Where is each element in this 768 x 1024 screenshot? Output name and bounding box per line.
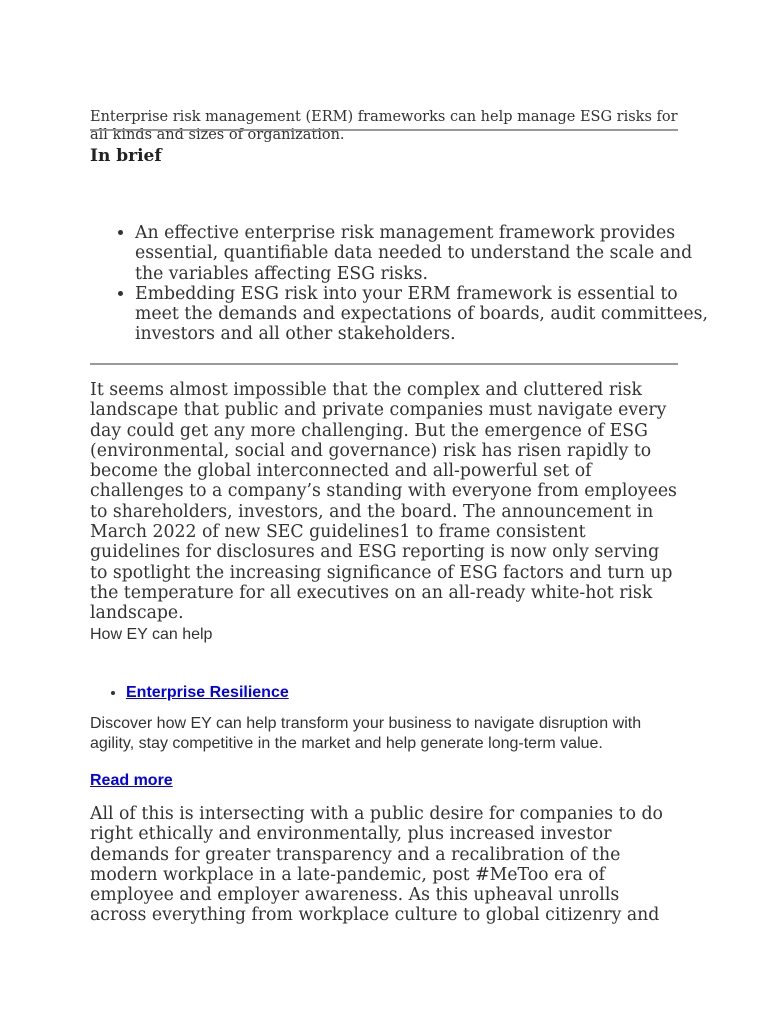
ey-help-heading: How EY can help — [90, 626, 213, 643]
divider-bottom — [90, 363, 678, 365]
in-brief-list — [90, 223, 725, 345]
in-brief-item: • Embedding ESG risk into your ERM framework is essential to meet the demands and expectations of boards, audit committees, investors and all other stakeholders. — [135, 284, 725, 345]
read-more — [90, 772, 173, 790]
body-paragraph: All of this is intersecting with a public desire for companies to do right ethically and environmentally, plus increased investor demands for greater transparency and a recalibration of the modern workplace in a late-pandemic, post #MeToo era of employee and employer awareness. As this upheaval unrolls across everything from workplace culture to global citizenry and — [90, 804, 663, 926]
article-subtitle: Enterprise risk management (ERM) frameworks can help manage ESG risks for all kinds and sizes of organization. — [90, 108, 678, 143]
read-more-link[interactable]: Read more — [90, 772, 173, 789]
divider-top — [90, 129, 678, 131]
enterprise-resilience-link[interactable]: Enterprise Resilience — [126, 684, 289, 701]
in-brief-item: • An effective enterprise risk management framework provides essential, quantifiable data needed to understand the scale and the variables affecting ESG risks. — [135, 223, 725, 284]
body-paragraph: It seems almost impossible that the complex and cluttered risk landscape that public and private companies must navigate every day could get any more challenging. But the emergence of ESG (environmental, social and governance) risk has risen rapidly to become the global interconnected and all-powerful set of challenges to a company’s standing with everyone from employees to shareholders, investors, and the board. The announcement in March 2022 of new SEC guidelines1 to frame consistent guidelines for disclosures and ESG reporting is now only serving to spotlight the increasing significance of ESG factors and turn up the temperature for all executives on an all-ready white-hot risk landscape. — [90, 380, 677, 624]
ey-help-item — [126, 684, 289, 702]
ey-help-description: Discover how EY can help transform your business to navigate disruption with agility, stay competitive in the market and help generate long-term value. — [90, 715, 642, 752]
in-brief-heading: In brief — [90, 146, 162, 166]
ey-help-list — [90, 684, 289, 702]
